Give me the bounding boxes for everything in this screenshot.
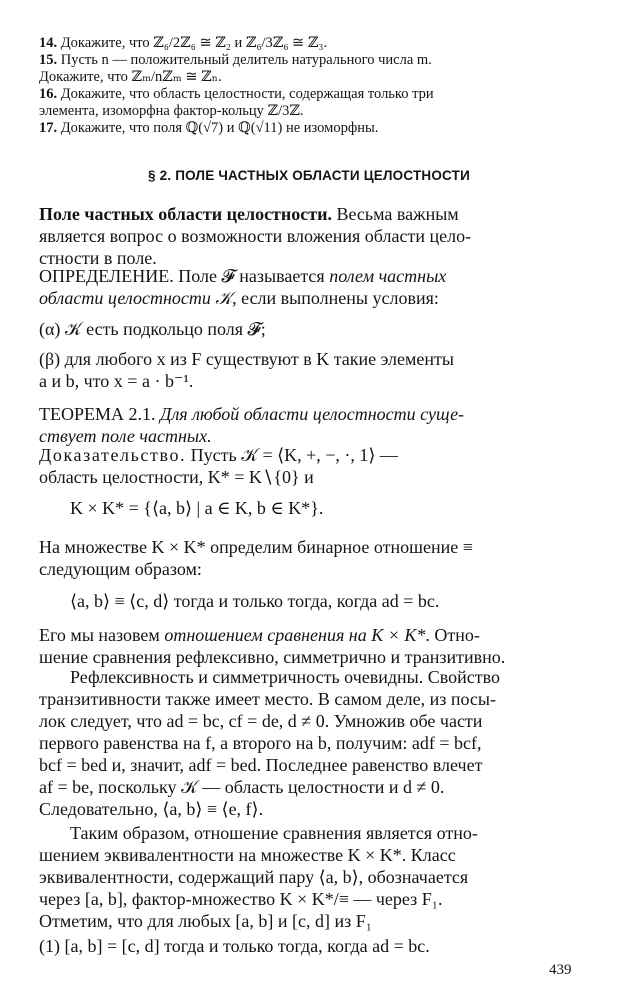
body-line-23: bcf = bed и, значит, adf = bed. Последнее равенство влечет bbox=[39, 755, 483, 775]
paragraph-title: Поле частных области целостности. bbox=[39, 204, 332, 224]
body-line-22: первого равенства на f, а второго на b, получим: adf = bcf, bbox=[39, 733, 482, 753]
definition-line-2 bbox=[39, 287, 584, 309]
theorem-line-2: ствует поле частных. bbox=[39, 426, 212, 446]
exercise-15 bbox=[39, 52, 579, 69]
exercise-text: Докажите, что поля ℚ(√7) и ℚ(√11) не изоморфны. bbox=[60, 120, 379, 136]
body-line-30: Отметим, что для любых [a, b] и [c, d] из F₁ bbox=[39, 911, 373, 931]
body-line-14: На множестве K × K* определим бинарное отношение ≡ bbox=[39, 537, 473, 557]
exercise-number: 14. bbox=[39, 35, 58, 51]
condition-beta-continued: a и b, что x = a · b⁻¹. bbox=[39, 371, 194, 391]
italic-term: области целостности 𝒦 bbox=[39, 288, 233, 308]
body-line-1 bbox=[39, 203, 584, 225]
page-number: 439 bbox=[549, 962, 572, 978]
theorem-line-1 bbox=[39, 403, 584, 425]
body-line-25: Следовательно, ⟨a, b⟩ ≡ ⟨e, f⟩. bbox=[39, 799, 264, 819]
condition-beta: (β) для любого x из F существуют в K такие элементы bbox=[39, 349, 454, 369]
body-line-26: Таким образом, отношение сравнения является отно- bbox=[70, 823, 478, 843]
formula-numbered-1: (1) [a, b] = [c, d] тогда и только тогда, когда ad = bc. bbox=[39, 936, 430, 956]
body-line-19: Рефлексивность и симметричность очевидны. Свойство bbox=[70, 667, 501, 687]
text-run: ОПРЕДЕЛЕНИЕ. Поле 𝓕 называется bbox=[39, 266, 330, 286]
proof-label: Доказательство. bbox=[39, 445, 187, 465]
body-line-2: является вопрос о возможности вложения области цело- bbox=[39, 226, 472, 246]
body-line-24: af = be, поскольку 𝒦 — область целостности и d ≠ 0. bbox=[39, 777, 445, 797]
exercise-15-continued: Докажите, что ℤₘ/nℤₘ ≅ ℤₙ. bbox=[39, 69, 222, 85]
exercise-text: Пусть n — положительный делитель натурального числа m. bbox=[60, 52, 432, 68]
text-run: , если выполнены условия: bbox=[232, 288, 439, 308]
definition-line-1 bbox=[39, 265, 584, 287]
text-run: ТЕОРЕМА 2.1. bbox=[39, 404, 160, 424]
exercise-14 bbox=[39, 35, 579, 52]
body-line-28: эквивалентности, содержащий пару ⟨a, b⟩, обозначается bbox=[39, 867, 469, 887]
formula-product-set: K × K* = {⟨a, b⟩ | a ∈ K, b ∈ K*}. bbox=[70, 498, 324, 518]
condition-alpha: (α) 𝒦 есть подкольцо поля 𝓕; bbox=[39, 319, 266, 339]
exercise-16 bbox=[39, 86, 579, 103]
body-line-18: шение сравнения рефлексивно, симметрично и транзитивно. bbox=[39, 647, 506, 667]
body-line-15: следующим образом: bbox=[39, 559, 202, 579]
exercise-17 bbox=[39, 120, 579, 137]
body-line-20: транзитивности также имеет место. В самом деле, из посы- bbox=[39, 689, 497, 709]
body-line-3: стности в поле. bbox=[39, 248, 157, 268]
theorem-statement: Для любой области целостности суще- bbox=[160, 404, 465, 424]
text-run: Весьма важным bbox=[331, 204, 459, 224]
proof-line-1 bbox=[39, 444, 584, 466]
exercise-number: 16. bbox=[39, 86, 58, 102]
body-line-27: шением эквивалентности на множестве K × K*. Класс bbox=[39, 845, 456, 865]
body-line-17 bbox=[39, 624, 584, 646]
text-run: Пусть 𝒦 = ⟨K, +, −, ·, 1⟩ — bbox=[186, 445, 398, 465]
text-run: Его мы назовем bbox=[39, 625, 165, 645]
exercise-text: Докажите, что область целостности, содержащая только три bbox=[60, 86, 434, 102]
exercise-text: Докажите, что ℤ₆/2ℤ₆ ≅ ℤ₂ и ℤ₆/3ℤ₆ ≅ ℤ₃. bbox=[60, 35, 328, 51]
exercise-16-continued: элемента, изоморфна фактор-кольцу ℤ/3ℤ. bbox=[39, 103, 304, 119]
body-line-21: лок следует, что ad = bc, cf = de, d ≠ 0. Умножив обе части bbox=[39, 711, 483, 731]
formula-comparison: ⟨a, b⟩ ≡ ⟨c, d⟩ тогда и только тогда, когда ad = bc. bbox=[70, 591, 440, 611]
proof-line-2: область целостности, K* = K∖{0} и bbox=[39, 467, 314, 487]
text-run: . Отно- bbox=[425, 625, 480, 645]
italic-term: отношением сравнения на K × K* bbox=[164, 625, 426, 645]
section-heading: § 2. ПОЛЕ ЧАСТНЫХ ОБЛАСТИ ЦЕЛОСТНОСТИ bbox=[147, 168, 471, 183]
body-line-29: через [a, b], фактор-множество K × K*/≡ — через F₁. bbox=[39, 889, 443, 909]
exercise-number: 17. bbox=[39, 120, 58, 136]
italic-term: полем частных bbox=[329, 266, 447, 286]
exercise-number: 15. bbox=[39, 52, 58, 68]
